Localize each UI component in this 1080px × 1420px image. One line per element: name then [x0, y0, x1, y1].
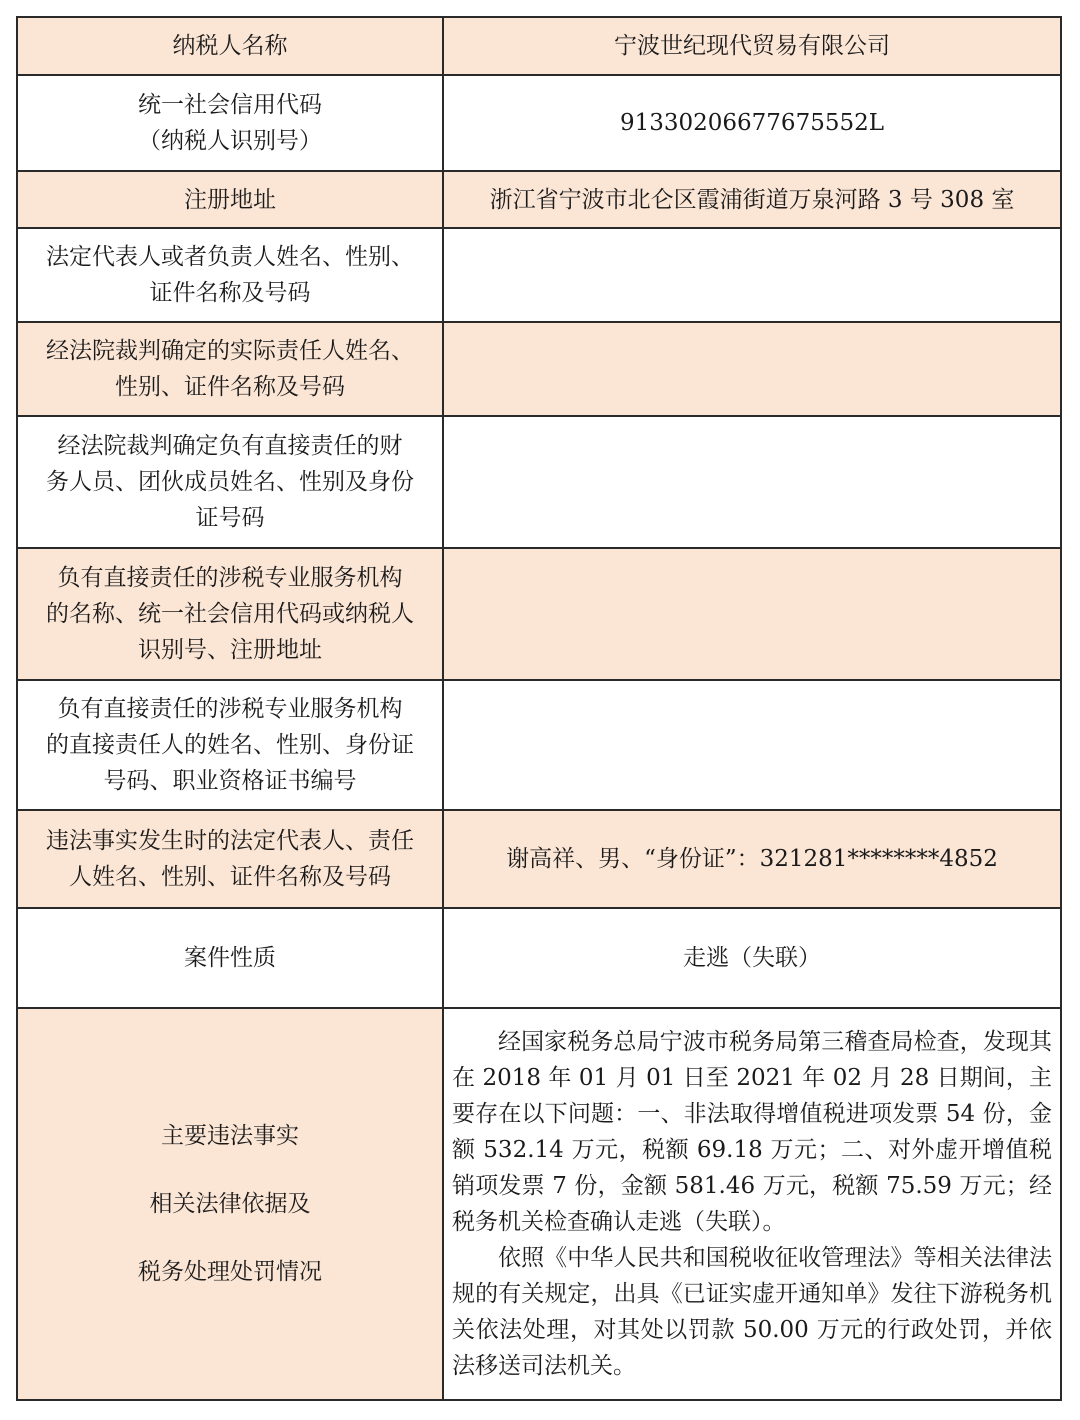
agency-value — [443, 548, 1061, 680]
table-row — [17, 416, 1061, 548]
table-row — [17, 75, 1061, 171]
court-responsible-label-line2: 性别、证件名称及号码 — [115, 374, 345, 400]
taxpayer-name-label: 纳税人名称 — [17, 17, 443, 75]
violation-rep-label-line2: 人姓名、性别、证件名称及号码 — [69, 864, 391, 890]
legal-rep-label-line2: 证件名称及号码 — [149, 280, 311, 306]
agency-person-value — [443, 680, 1061, 810]
violation-rep-label — [17, 810, 443, 908]
table-row — [17, 17, 1061, 75]
court-finance-value — [443, 416, 1061, 548]
case-nature-value: 走逃（失联） — [443, 908, 1061, 1008]
legal-rep-label — [17, 228, 443, 322]
facts-label — [17, 1008, 443, 1400]
credit-code-label-line1: 统一社会信用代码 — [138, 92, 322, 118]
table-row — [17, 171, 1061, 228]
violation-rep-label-line1: 违法事实发生时的法定代表人、责任 — [46, 828, 414, 854]
violation-rep-value: 谢高祥、男、“身份证”：321281********4852 — [443, 810, 1061, 908]
address-label: 注册地址 — [17, 171, 443, 228]
court-responsible-label — [17, 322, 443, 416]
table-row — [17, 1008, 1061, 1400]
taxpayer-name-value: 宁波世纪现代贸易有限公司 — [443, 17, 1061, 75]
taxpayer-info-table — [16, 16, 1062, 1401]
table-row — [17, 908, 1061, 1008]
agency-label-line3: 识别号、注册地址 — [138, 637, 322, 663]
court-finance-label-line2: 务人员、团伙成员姓名、性别及身份 — [46, 469, 414, 495]
agency-person-label — [17, 680, 443, 810]
credit-code-label — [17, 75, 443, 171]
table-row — [17, 322, 1061, 416]
table-row — [17, 680, 1061, 810]
table-row — [17, 548, 1061, 680]
agency-label-line2: 的名称、统一社会信用代码或纳税人 — [46, 601, 414, 627]
facts-paragraph-1: 经国家税务总局宁波市税务局第三稽查局检查，发现其在 2018 年 01 月 01 日至 2021 年 02 月 28 日期间，主要存在以下问题：一、非法取得增值税进项发票 54 份，金额 532.14 万元，税额 69.18 万元；二、对外虚开增值税销项发票 7 份，金额 581.46 万元，税额 75.59 万元；经税务机关检查确认走逃（失联）。 — [452, 1029, 1052, 1235]
facts-paragraph-2: 依照《中华人民共和国税收征收管理法》等相关法律法规的有关规定，出具《已证实虚开通知单》发往下游税务机关依法处理，对其处以罚款 50.00 万元的行政处罚，并依法移送司法机关。 — [452, 1245, 1052, 1379]
agency-label — [17, 548, 443, 680]
legal-rep-value — [443, 228, 1061, 322]
facts-label-line2: 相关法律依据及 — [149, 1191, 311, 1217]
facts-label-line3: 税务处理处罚情况 — [138, 1259, 322, 1285]
court-responsible-label-line1: 经法院裁判确定的实际责任人姓名、 — [46, 338, 414, 364]
agency-person-label-line2: 的直接责任人的姓名、性别、身份证 — [46, 732, 414, 758]
court-responsible-value — [443, 322, 1061, 416]
court-finance-label-line3: 证号码 — [195, 505, 265, 531]
table-row — [17, 228, 1061, 322]
agency-person-label-line3: 号码、职业资格证书编号 — [103, 768, 357, 794]
court-finance-label — [17, 416, 443, 548]
facts-label-line1: 主要违法事实 — [161, 1123, 299, 1149]
table-row — [17, 810, 1061, 908]
legal-rep-label-line1: 法定代表人或者负责人姓名、性别、 — [46, 244, 414, 270]
court-finance-label-line1: 经法院裁判确定负有直接责任的财 — [57, 433, 403, 459]
facts-value — [443, 1008, 1061, 1400]
credit-code-label-line2: （纳税人识别号） — [138, 128, 322, 154]
credit-code-value: 91330206677675552L — [443, 75, 1061, 171]
case-nature-label: 案件性质 — [17, 908, 443, 1008]
agency-label-line1: 负有直接责任的涉税专业服务机构 — [57, 565, 403, 591]
agency-person-label-line1: 负有直接责任的涉税专业服务机构 — [57, 696, 403, 722]
address-value: 浙江省宁波市北仑区霞浦街道万泉河路 3 号 308 室 — [443, 171, 1061, 228]
